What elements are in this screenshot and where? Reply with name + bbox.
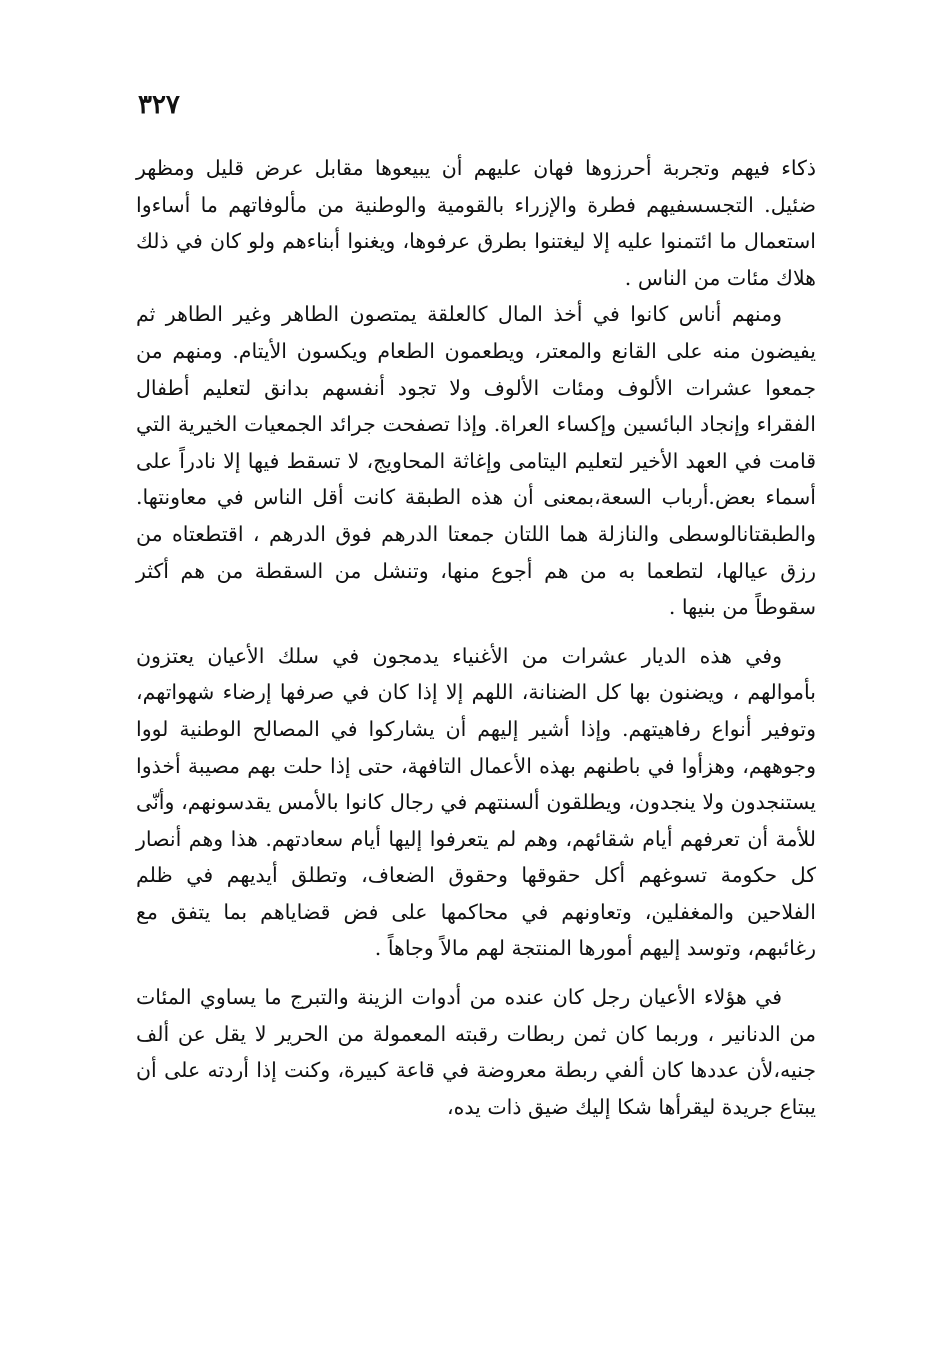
- page-number: ٣٢٧: [138, 90, 180, 120]
- paragraph-1: ذكاء فيهم وتجربة أحرزوها فهان عليهم أن يبيعوها مقابل عرض قليل ومظهر ضئيل. التجسسفيهم فطرة والإزراء بالقومية والوطنية من مألوفاتهم ما أساءوا استعمال ما ائتمنوا عليه إلا ليغتنوا بطرق عرفوها، ويغنوا أبناءهم ولو كان في ذلك هلاك مئات من الناس .: [136, 156, 816, 290]
- paragraph-3: وفي هذه الديار عشرات من الأغنياء يدمجون في سلك الأعيان يعتزون بأموالهم ، ويضنون بها كل الضنانة، اللهم إلا إذا كان في صرفها إرضاء شهواتهم، وتوفير أنواع رفاهيتهم. وإذا أشير إليهم أن يشاركوا في المصالح الوطنية لووا وجوههم، وهزأوا في باطنهم بهذه الأعمال التافهة، حتى إذا حلت بهم مصيبة أخذوا يستنجدون ولا ينجدون، ويطلقون ألسنتهم في رجال كانوا بالأمس يقدسونهم، وأنّى للأمة أن تعرفهم أيام شقائهم، وهم لم يتعرفوا إليها أيام سعادتهم. هذا وهم أنصار كل حكومة تسوغهم أكل حقوقها وحقوق الضعاف، وتطلق أيديهم في ظلم الفلاحين والمغفلين، وتعاونهم في محاكمها على فض قضاياهم بما يتفق مع رغائبهم، وتوسد إليهم أمورها المنتجة لهم مالاً وجاهاً .: [136, 643, 816, 961]
- paragraph-2: ومنهم أناس كانوا في أخذ المال كالعلقة يمتصون الطاهر وغير الطاهر ثم يفيضون منه على القانع والمعتر، ويطعمون الطعام ويكسون الأيتام. ومنهم من جمعوا عشرات الألوف ومئات الألوف ولا تجود أنفسهم بدانق لتعليم أطفال الفقراء وإنجاد البائسين وإكساء العراة. وإذا تصفحت جرائد الجمعيات الخيرية التي قامت في العهد الأخير لتعليم اليتامى وإغاثة المحاويج، لا تسقط فيها إلا نادراً على أسماء بعض.أرباب السعة،بمعنى أن هذه الطبقة كانت أقل الناس في معاونتها. والطبقتانالوسطى والنازلة هما اللتان جمعتا الدرهم فوق الدرهم ، اقتطعتاه من رزق عيالها، لتطعما به من هم أجوع منها، وتنشل من السقطة من هم أكثر سقوطاً من بنيها .: [136, 302, 816, 620]
- body-text: [136, 150, 816, 1125]
- paragraph-4: في هؤلاء الأعيان رجل كان عنده من أدوات الزينة والتبرج ما يساوي المئات من الدنانير ، وربما كان ثمن ربطات رقبته المعمولة من الحرير لا يقل عن ألف جنيه،لأن عددها كان ألفي ربطة معروضة في قاعة كبيرة، وكنت إذا أردته على أن يبتاع جريدة ليقرأها شكا إليك ضيق ذات يده،: [136, 985, 816, 1119]
